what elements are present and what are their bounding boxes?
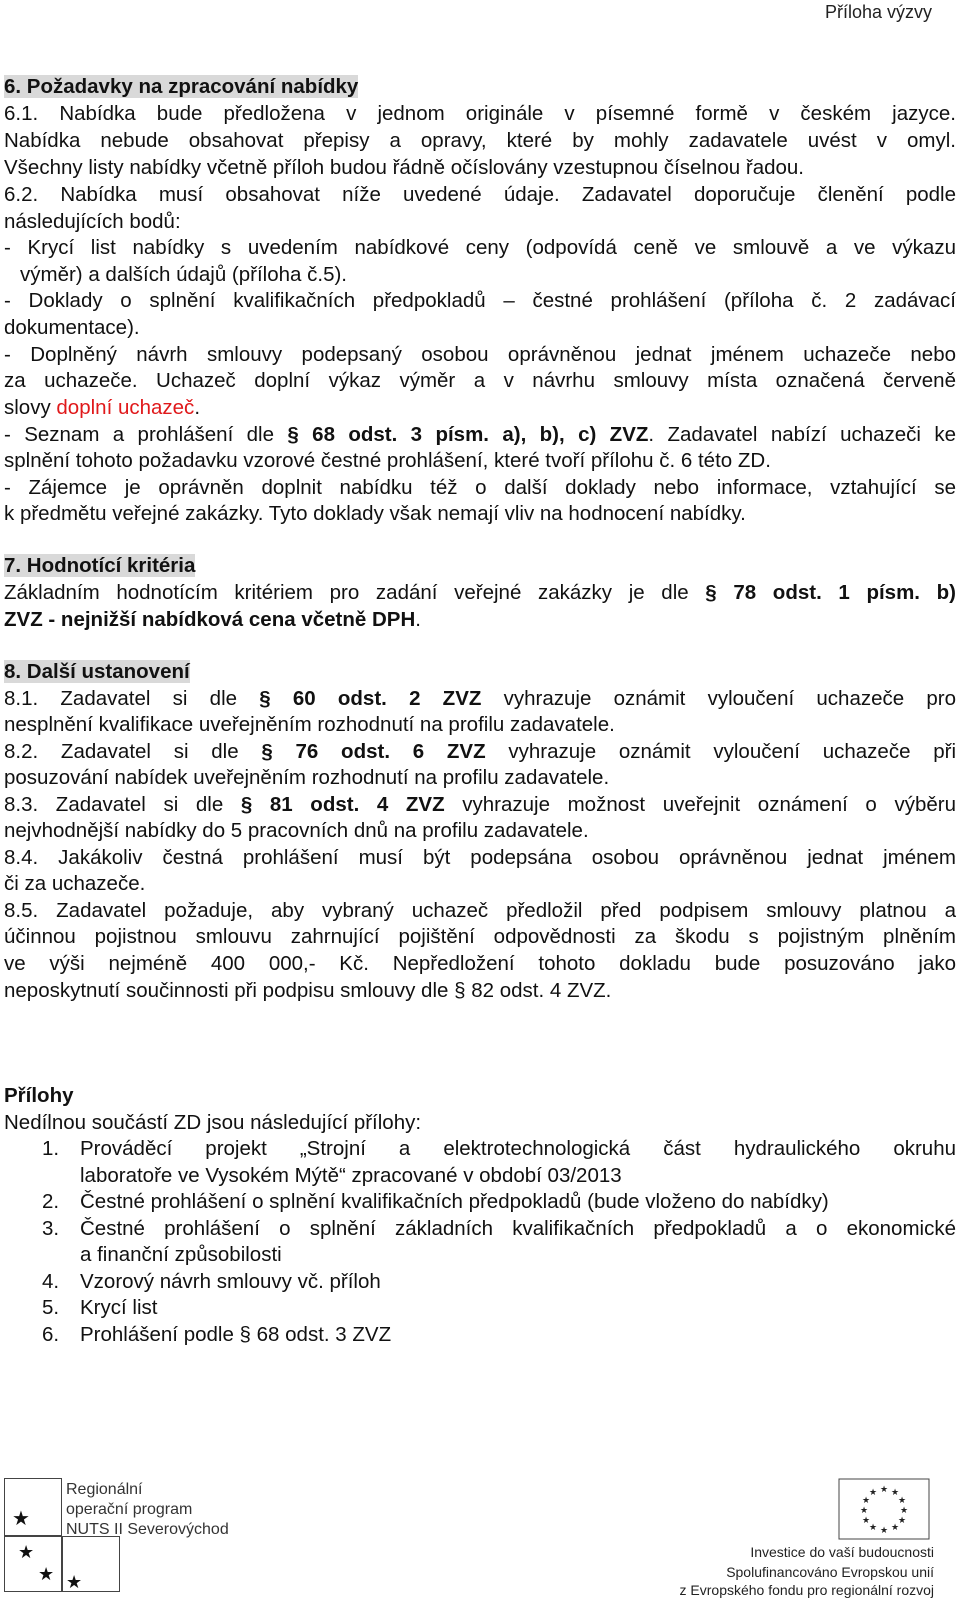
- bullet-line: - Doklady o splnění kvalifikačních předpokladů – čestné prohlášení (příloha č. 2 zadávací: [4, 289, 956, 312]
- paragraph-line: neposkytnutí součinnosti při podpisu smlouvy dle § 82 odst. 4 ZVZ.: [4, 979, 612, 1002]
- paragraph-line: Základním hodnotícím kritériem pro zadání veřejné zakázky je dle § 78 odst. 1 písm. b): [4, 581, 956, 604]
- star-icon: ★: [18, 1542, 35, 1562]
- bullet-line: slovy doplní uchazeč.: [4, 396, 201, 419]
- paragraph-line: Nabídka nebude obsahovat přepisy a opravy, které by mohly zadavatele uvést v omyl.: [4, 129, 956, 152]
- red-highlight-text: doplní uchazeč: [56, 396, 195, 419]
- svg-text:★: ★: [861, 1516, 871, 1526]
- svg-text:★: ★: [899, 1506, 909, 1516]
- paragraph-line: 8.3. Zadavatel si dle § 81 odst. 4 ZVZ vyhrazuje možnost uveřejnit oznámení o výběru: [4, 793, 956, 816]
- eu-slogan: Investice do vaší budoucnosti: [750, 1544, 934, 1560]
- paragraph-line: posuzování nabídek uveřejněním rozhodnutí na profilu zadavatele.: [4, 766, 610, 789]
- star-icon: ★: [66, 1572, 83, 1592]
- rop-logo-text: Regionální operační program NUTS II Severovýchod: [66, 1481, 229, 1538]
- bullet-line: splnění tohoto požadavku vzorové čestné prohlášení, které tvoří přílohu č. 6 této ZD.: [4, 449, 771, 472]
- attachments-heading: Přílohy: [4, 1084, 74, 1107]
- paragraph-line: 8.2. Zadavatel si dle § 76 odst. 6 ZVZ vyhrazuje oznámit vyloučení uchazeče při: [4, 740, 956, 763]
- svg-text:★: ★: [861, 1496, 871, 1506]
- svg-text:★: ★: [897, 1516, 907, 1526]
- paragraph-line: 6.2. Nabídka musí obsahovat níže uvedené údaje. Zadavatel doporučuje členění podle: [4, 183, 956, 206]
- svg-text:★: ★: [859, 1506, 869, 1516]
- svg-text:★: ★: [879, 1526, 889, 1536]
- paragraph-line: 8.4. Jakákoliv čestná prohlášení musí být podepsána osobou oprávněnou jednat jménem: [4, 846, 956, 869]
- paragraph-line: či za uchazeče.: [4, 872, 146, 895]
- bullet-line: výměr) a dalších údajů (příloha č.5).: [20, 263, 347, 286]
- paragraph-line: 8.5. Zadavatel požaduje, aby vybraný uchazeč předložil před podpisem smlouvy platnou a: [4, 899, 956, 922]
- page-header: Příloha výzvy: [824, 2, 932, 22]
- svg-text:★: ★: [897, 1496, 907, 1506]
- svg-text:★: ★: [879, 1485, 889, 1495]
- paragraph-line: 8.1. Zadavatel si dle § 60 odst. 2 ZVZ vyhrazuje oznámit vyloučení uchazeče pro: [4, 687, 956, 710]
- bullet-line: za uchazeče. Uchazeč doplní výkaz výměr a v návrhu smlouvy místa označená červeně: [4, 369, 956, 392]
- bullet-line: dokumentace).: [4, 316, 140, 339]
- bullet-line: - Zájemce je oprávněn doplnit nabídku též o další doklady nebo informace, vztahující se: [4, 476, 956, 499]
- bullet-line: - Doplněný návrh smlouvy podepsaný osobou oprávněnou jednat jménem uchazeče nebo: [4, 343, 956, 366]
- paragraph-line: následujících bodů:: [4, 210, 181, 233]
- eu-stars-icon: [838, 1478, 930, 1540]
- paragraph-line: nejvhodnější nabídky do 5 pracovních dnů na profilu zadavatele.: [4, 819, 589, 842]
- section-6-heading: 6. Požadavky na zpracování nabídky: [4, 75, 359, 98]
- eu-cofinanced-text: Spolufinancováno Evropskou unií: [726, 1564, 934, 1580]
- footer-logos: [0, 1478, 960, 1614]
- section-8-heading: 8. Další ustanovení: [4, 660, 190, 683]
- eu-fund-text: z Evropského fondu pro regionální rozvoj: [679, 1582, 934, 1598]
- svg-text:★: ★: [890, 1523, 900, 1533]
- section-7-heading: 7. Hodnotící kritéria: [4, 554, 196, 577]
- paragraph-line: Všechny listy nabídky včetně příloh budou řádně očíslovány vzestupnou číselnou řadou.: [4, 156, 804, 179]
- paragraph-line: ve výši nejméně 400 000,- Kč. Nepředložení tohoto dokladu bude posuzováno jako: [4, 952, 956, 975]
- star-icon: ★: [38, 1564, 55, 1584]
- svg-text:★: ★: [868, 1523, 878, 1533]
- svg-text:★: ★: [868, 1488, 878, 1498]
- paragraph-line: ZVZ - nejnižší nabídková cena včetně DPH.: [4, 608, 421, 631]
- paragraph-line: účinnou pojistnou smlouvu zahrnující pojištění odpovědnosti za škodu s pojistným plněním: [4, 925, 956, 948]
- paragraph-line: nesplnění kvalifikace uveřejněním rozhodnutí na profilu zadavatele.: [4, 713, 615, 736]
- svg-text:★: ★: [890, 1488, 900, 1498]
- star-icon: ★: [12, 1508, 30, 1530]
- paragraph-line: 6.1. Nabídka bude předložena v jednom originále v písemné formě v českém jazyce.: [4, 102, 956, 125]
- attachments-intro: Nedílnou součástí ZD jsou následující přílohy:: [4, 1111, 422, 1134]
- bullet-line: k předmětu veřejné zakázky. Tyto doklady však nemají vliv na hodnocení nabídky.: [4, 502, 746, 525]
- bullet-line: - Seznam a prohlášení dle § 68 odst. 3 písm. a), b), c) ZVZ. Zadavatel nabízí uchazeči ke: [4, 423, 957, 446]
- bullet-line: - Krycí list nabídky s uvedením nabídkové ceny (odpovídá ceně ve smlouvě a ve výkazu: [4, 236, 956, 259]
